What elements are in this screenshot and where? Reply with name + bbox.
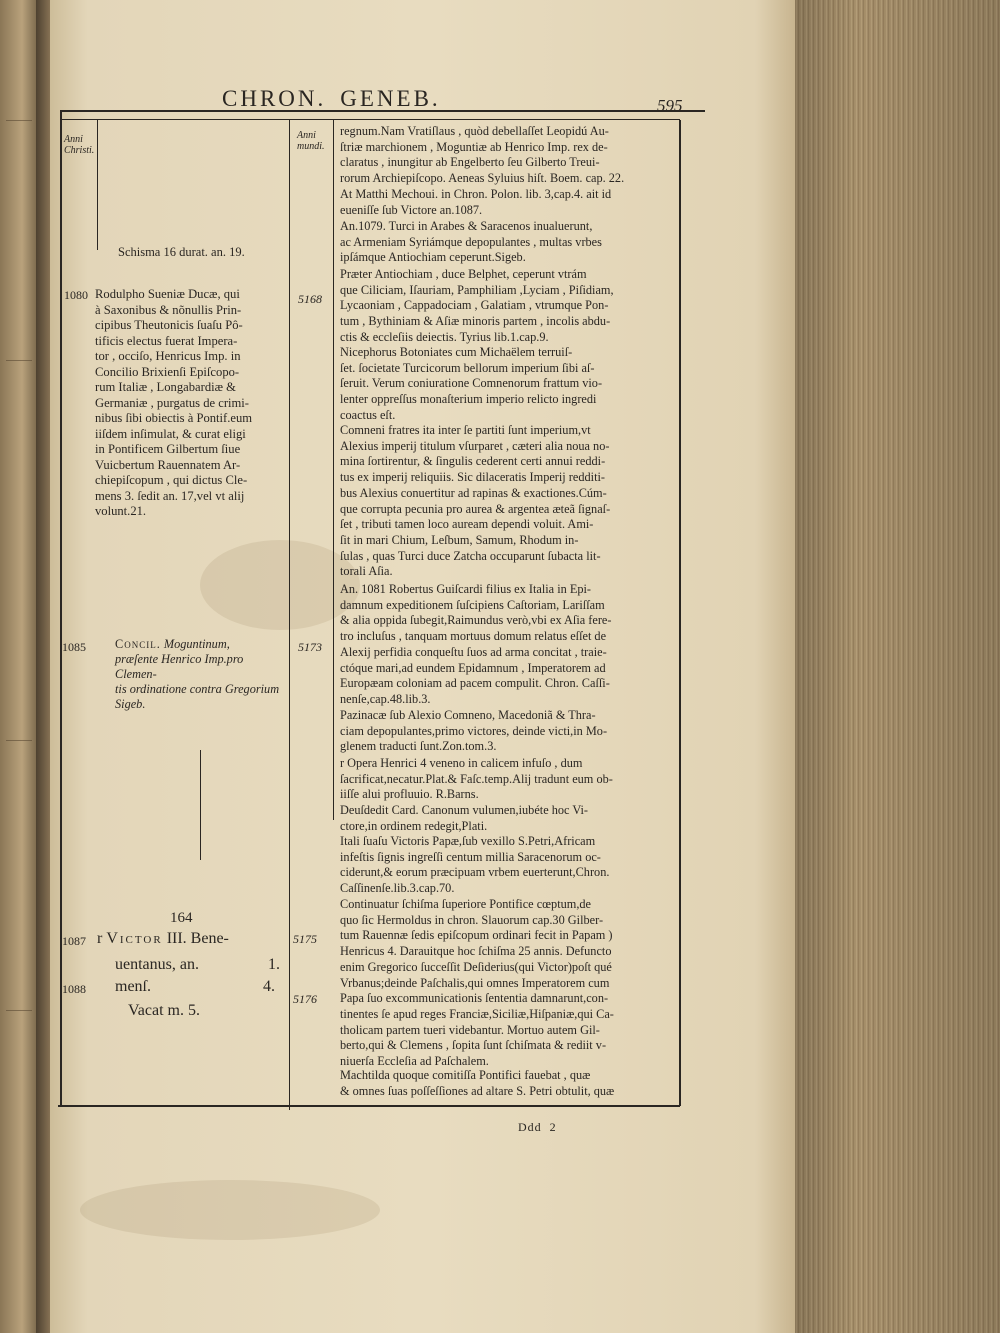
paragraph-nicephorus: Nicephorus Botoniates cum Michaëlem terruiſ- ſet. ſocietate Turcicorum bellorum imperium ſibi aſ- ſeruit. Verum coniuratione Comnenorum frattum vio- lenter oppreſſus monaſterium imperio relicto ingredi coactus eſt.: [340, 345, 603, 422]
mundi-5175: 5175: [293, 932, 317, 946]
pope-line-3-num: 4.: [263, 978, 275, 995]
paragraph-1081: An. 1081 Robertus Guiſcardi filius ex Italia in Epi- damnum expeditionem ſuſcipiens Caſtoriam, Lariſſam & alia oppida ſubegit,Raimundus verò,vbi ex Aſia fere- tro incluſus , tanquam mortuus domum relatus eſſet de Alexij perfidia conqueſtu ſuos ad arma concitat , traie- ctóque mari,ad eundem Epidamnum , Imperatorem ad Europæam coloniam ad pacem compulit. Chron. Caſſi- nenſe,cap.48.lib.3.: [340, 582, 612, 706]
paragraph-schisma: Continuatur ſchiſma ſuperiore Pontifice cœptum,de quo ſic Hermoldus in chron. Slauorum cap.30 Gilber- tum Rauennæ ſedis epiſcopum ordinari fecit in Papam ) Henricus 4. Darauitque hoc ſchiſma 25 annis. Defuncto enim Gregorico ſucceſſit Deſiderius(qui Victor)poſt qué Vrbanus;deinde Paſchalis,qui omnes Imperatorem cum Papa ſuo excommunicationis ſententia damnarunt,con- tinentes ſe apud reges Franciæ,Siciliæ,Hiſpaniæ,qui Ca- tholicam partem tueri videbantur. Mortuo autem Gil- berto,qui & Clemens , ſopita ſunt ſchiſmata & rediit v- niuerſa Eccleſia ad Paſchalem.: [340, 897, 614, 1069]
pope-name: Victor: [106, 930, 163, 947]
mundi-5176: 5176: [293, 992, 317, 1006]
paragraph-antiochia: Præter Antiochiam , duce Belphet, ceperunt vtrám que Ciliciam, Iſauriam, Pamphiliam ,Lyciam , Piſidiam, Lycaoniam , Cappadociam , Galatiam , vtrumque Pon- tum , Bythiniam & Aſiæ minoris partem , incolis abdu- ctis & eccleſiis deiectis. Tyrius lib.1.cap.9.: [340, 267, 614, 344]
divider-christi: [97, 120, 98, 250]
page-number: 595: [657, 96, 683, 115]
divider-mundi: [333, 120, 334, 820]
mundi-5168: 5168: [298, 292, 322, 306]
paragraph-opera: r Opera Henrici 4 veneno in calicem infuſo , dum ſacrificat,necatur.Plat.& Faſc.temp.Alij tradunt eum ob- iiſſe alui profluuio. R.Barns.: [340, 756, 613, 802]
entry-1080-text: Rodulpho Sueniæ Ducæ, qui à Saxonibus & nõnullis Prin- cipibus Theutonicis ſuaſu Pô- tificis electus fuerat Impera- tor , occiſo, Henricus Imp. in Concilio Brixienſi Epiſcopo- rum Italiæ , Longabardiæ & Germaniæ , purgatus de crimi- nibus ſibi obiectis à Pontif.eum iiſdem inſimulat, & curat eligi in Pontificem Gilbertum ſiue Vuicbertum Rauennatem Ar- chiepiſcopum , qui dictus Cle- mens 3. ſedit an. 17,vel vt alij volunt.21.: [95, 287, 253, 518]
year-1088: 1088: [62, 982, 86, 996]
paragraph-itali: Itali ſuaſu Victoris Papæ,ſub vexillo S.Petri,Africam infeſtis ſignis ingreſſi centum millia Saracenorum oc- ciderunt,& eorum præcipuam vrbem euerterunt,Chron. Caſſinenſe.lib.3.cap.70.: [340, 834, 610, 896]
paragraph-1079: An.1079. Turci in Arabes & Saracenos inualuerunt, ac Armeniam Syriámque depopulantes , multas vrbes ipſámque Antiochiam ceperunt.Sigeb.: [340, 219, 602, 265]
paragraph-vratislaus: regnum.Nam Vratiſlaus , quòd debellaſſet Leopidú Au- ſtriæ marchionem , Moguntiæ ab Henrico Imp. rex de- claratus , inungitur ab Engelberto ſeu Gilberto Treui- rorum Archiepiſcopo. Aeneas Syluius hiſt. Boem. cap. 22. At Matthi Mechoui. in Chron. Polon. lib. 3,cap.4. ait id eueniſſe ſub Victore an.1087.: [340, 124, 625, 217]
pope-number: 164: [170, 910, 193, 926]
year-1085: 1085: [62, 640, 86, 654]
paragraph-comneni: Comneni fratres ita inter ſe partiti ſunt imperium,vt Alexius imperij titulum vſurparet , cæteri alia noua no- mina ſortirentur, & ſingulis cederent certi annui reddi- tus ex imperij reliquiis. Sic dilaceratis Imperij redditi- bus Alexius conuertitur ad rapinas & exactiones.Cúm- que corrupta pecunia pro aurea & argentea æteã ſignaſ- ſet , tributi tamen loco auream dependi voluit. Ami- ſit in mari Chium, Leſbum, Samum, Rhodum in- ſulas , quas Turci duce Zatcha occuparunt ſubacta lit- torali Aſia.: [340, 423, 611, 579]
vacat-line: Vacat m. 5.: [128, 1002, 200, 1019]
page-edges: [795, 0, 1000, 1333]
year-1080: 1080: [64, 288, 88, 302]
entry-1085-text: Moguntinum, præſente Henrico Imp.pro Clemen- tis ordinatione contra Gregorium Sigeb.: [115, 637, 280, 711]
pope-line-2: uentanus, an.: [115, 956, 199, 973]
anni-christi-head: Anni Christi.: [64, 134, 95, 156]
divider-mid: [289, 120, 290, 1110]
running-head-left: CHRON.: [222, 86, 327, 111]
top-rule-inner: [60, 119, 680, 120]
mundi-5173: 5173: [298, 640, 322, 654]
pope-line-2-num: 1.: [268, 956, 280, 973]
running-head: [222, 86, 522, 112]
bottom-rule: [58, 1105, 680, 1107]
pope-title: III. Bene-: [166, 930, 229, 947]
pope-line-3: menſ.: [115, 978, 151, 995]
facing-page-edge: [0, 0, 40, 1333]
schisma-note: Schisma 16 durat. an. 19.: [118, 245, 245, 259]
paragraph-pazinacae: Pazinacæ ſub Alexio Comneno, Macedoniã & Thra- ciam depopulantes,primo victores, deinde victi,in Mo- glenem traducti ſunt.Zon.tom.3.: [340, 708, 608, 754]
pope-marker: r: [97, 930, 103, 947]
signature-mark: Ddd 2: [518, 1120, 557, 1134]
year-1087: 1087: [62, 934, 86, 948]
frame-left: [60, 110, 62, 1106]
anni-mundi-head: Anni mundi.: [297, 130, 325, 152]
entry-1085: [115, 637, 287, 712]
paragraph-deusdedit: Deuſdedit Card. Canonum vulumen,iubéte hoc Vi- ctore,in ordinem redegit,Plati.: [340, 803, 588, 833]
pope-victor-line: [97, 930, 229, 948]
running-head-right: GENEB.: [340, 86, 441, 111]
concil-label: Concil.: [115, 637, 161, 651]
paragraph-machtilda: Machtilda quoque comitiſſa Pontifici fauebat , quæ & omnes ſuas poſſeſſiones ad altare S. Petri obtulit, quæ: [340, 1068, 615, 1098]
divider-mid-lower: [200, 750, 201, 860]
